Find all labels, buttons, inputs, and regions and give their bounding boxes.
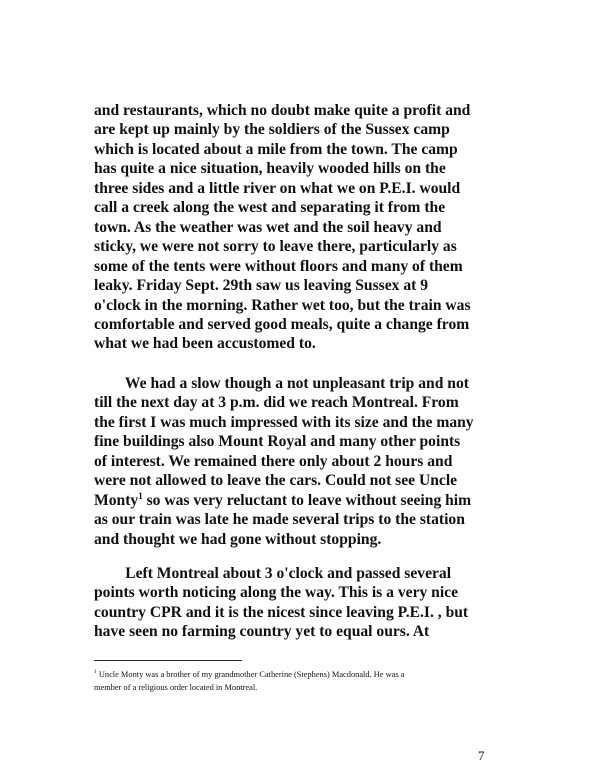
- text-line: of interest. We remained there only about 2 hours and: [94, 452, 453, 470]
- text-line: points worth noticing along the way. This is a very nice: [94, 584, 459, 602]
- text-line: have seen no farming country yet to equal ours. At: [94, 623, 430, 641]
- page-number: 7: [478, 748, 485, 763]
- text-line: which is located about a mile from the town. The camp: [94, 140, 458, 158]
- paragraph-left-montreal: [94, 564, 534, 642]
- footnote: [94, 668, 514, 694]
- footnote-reference[interactable]: 1: [138, 490, 143, 501]
- text-line: till the next day at 3 p.m. did we reach Montreal. From: [94, 394, 459, 412]
- text-line: are kept up mainly by the soldiers of the Sussex camp: [94, 121, 450, 139]
- text-line: town. As the weather was wet and the soil heavy and: [94, 218, 442, 236]
- text-line: three sides and a little river on what we on P.E.I. would: [94, 179, 461, 197]
- monty-text: Monty: [94, 491, 139, 509]
- paragraph-sussex-camp: [94, 101, 534, 354]
- footnote-divider: [94, 660, 242, 661]
- text-line: sticky, we were not sorry to leave there, particularly as: [94, 238, 457, 256]
- text-line: and thought we had gone without stopping.: [94, 530, 382, 548]
- footnote-line: member of a religious order located in Montreal.: [94, 683, 258, 692]
- text-line: has quite a nice situation, heavily wooded hills on the: [94, 160, 446, 178]
- text-line: what we had been accustomed to.: [94, 335, 316, 353]
- footnote-marker: 1: [94, 669, 97, 676]
- text-line: as our train was late he made several trips to the station: [94, 511, 465, 529]
- text-line: Left Montreal about 3 o'clock and passed several: [94, 565, 452, 582]
- text-line: were not allowed to leave the cars. Could not see Uncle: [94, 472, 458, 490]
- text-line: and restaurants, which no doubt make quite a profit and: [94, 102, 471, 119]
- text-line-with-footnote-ref: [94, 491, 534, 510]
- text-line: We had a slow though a not unpleasant trip and not: [94, 375, 469, 392]
- text-line: comfortable and served good meals, quite a change from: [94, 315, 470, 333]
- text-line: o'clock in the morning. Rather wet too, but the train was: [94, 296, 471, 314]
- text-line: some of the tents were without floors and many of them: [94, 257, 463, 275]
- text-line: leaky. Friday Sept. 29th saw us leaving Sussex at 9: [94, 277, 429, 295]
- paragraph-montreal-trip: [94, 374, 534, 549]
- text-line: the first I was much impressed with its size and the many: [94, 413, 474, 431]
- text-line: call a creek along the west and separating it from the: [94, 199, 446, 217]
- footnote-line: [94, 668, 514, 681]
- text-line: country CPR and it is the nicest since leaving P.E.I. , but: [94, 603, 469, 621]
- text-line: fine buildings also Mount Royal and many other points: [94, 433, 461, 451]
- monty-line-rest: so was very reluctant to leave without seeing him: [142, 491, 472, 509]
- footnote-text: Uncle Monty was a brother of my grandmother Catherine (Stephens) Macdonald. He was a: [96, 670, 405, 679]
